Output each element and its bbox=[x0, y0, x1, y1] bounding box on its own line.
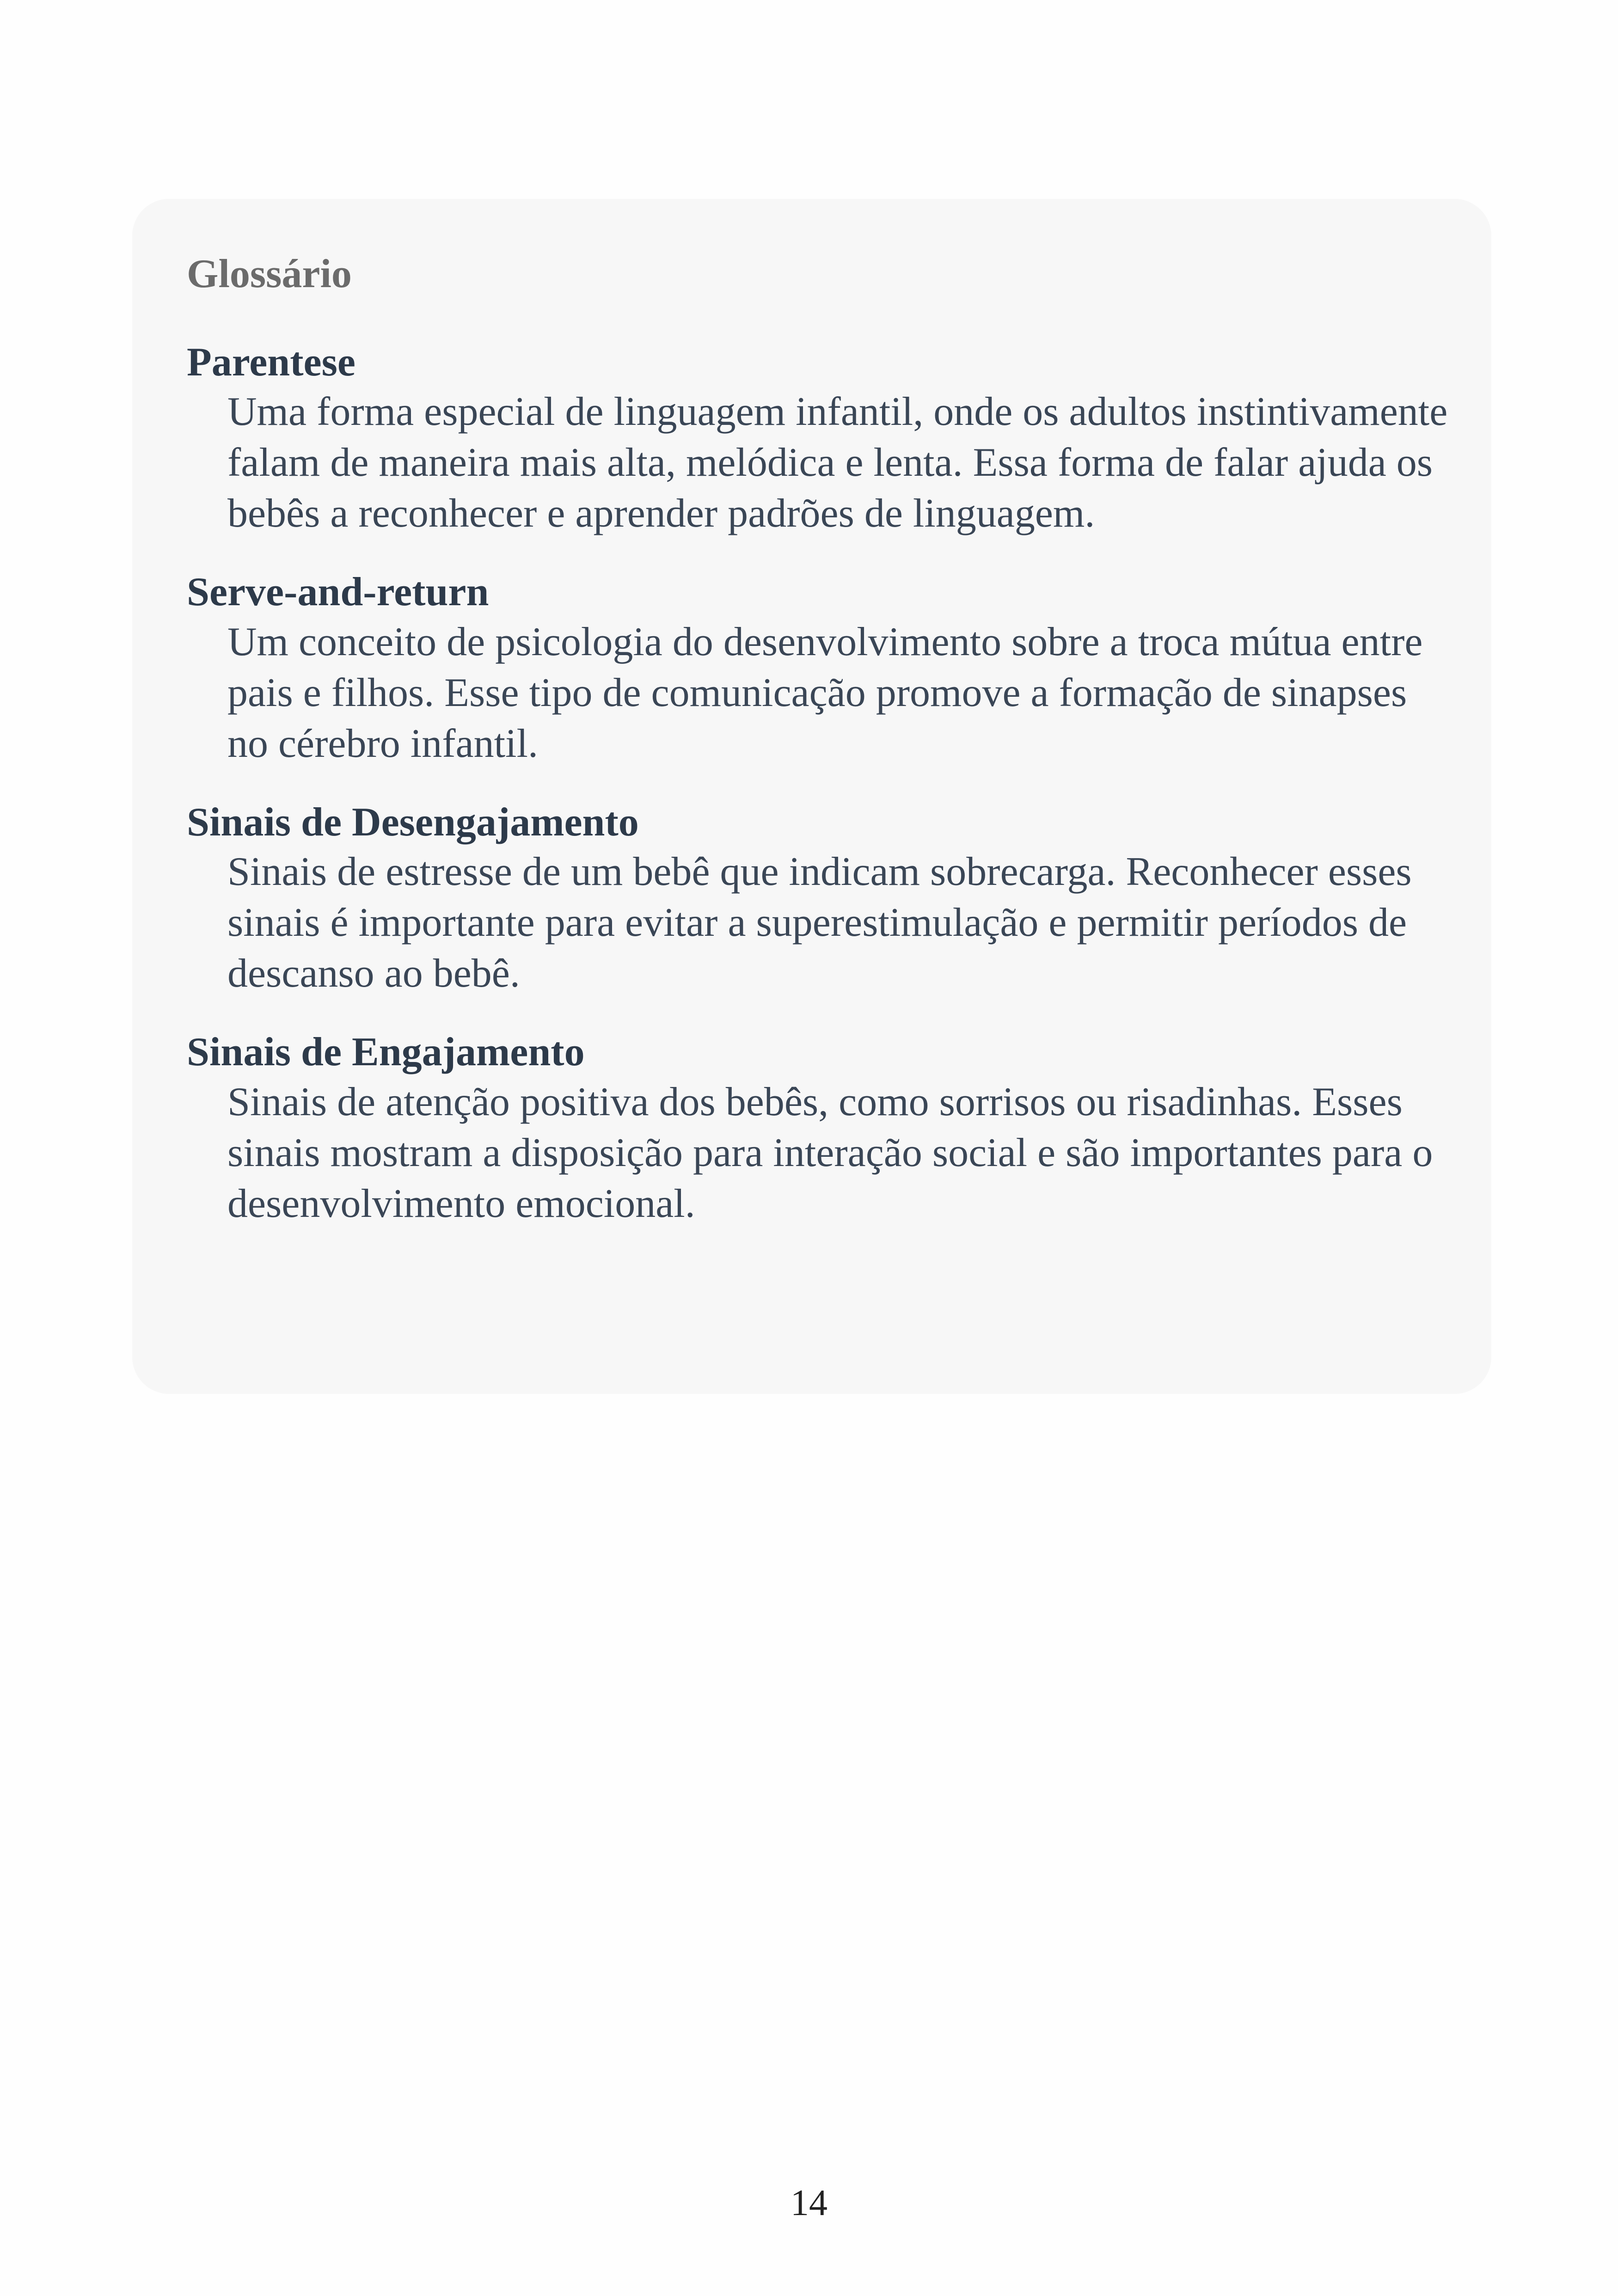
glossary-entry bbox=[187, 798, 1491, 1000]
glossary-term: Sinais de Engajamento bbox=[187, 1030, 585, 1075]
glossary-box bbox=[132, 199, 1491, 1394]
glossary-definition: Um conceito de psicologia do desenvolvimento sobre a troca mútua entre pais e filhos. Esse tipo de comunicação promove a formação de sinapses no cérebro infantil. bbox=[227, 619, 1423, 766]
glossary-entry bbox=[187, 1028, 1491, 1229]
glossary-entry bbox=[187, 338, 1491, 540]
glossary-entry bbox=[187, 568, 1491, 769]
glossary-term: Sinais de Desengajamento bbox=[187, 799, 639, 845]
glossary-definition: Uma forma especial de linguagem infantil, onde os adultos instintivamente falam de maneira mais alta, melódica e lenta. Essa forma de falar ajuda os bebês a reconhecer e aprender padrões de linguagem. bbox=[227, 389, 1448, 536]
glossary-definition: Sinais de atenção positiva dos bebês, como sorrisos ou risadinhas. Esses sinais mostram a disposição para interação social e são importantes para o desenvolvimento emocional. bbox=[227, 1079, 1433, 1226]
glossary-definition: Sinais de estresse de um bebê que indicam sobrecarga. Reconhecer esses sinais é importante para evitar a superestimulação e permitir períodos de descanso ao bebê. bbox=[227, 849, 1412, 996]
page-number: 14 bbox=[791, 2183, 827, 2223]
glossary-term: Serve-and-return bbox=[187, 570, 489, 615]
glossary-term: Parentese bbox=[187, 339, 355, 385]
glossary-title: Glossário bbox=[187, 252, 352, 296]
